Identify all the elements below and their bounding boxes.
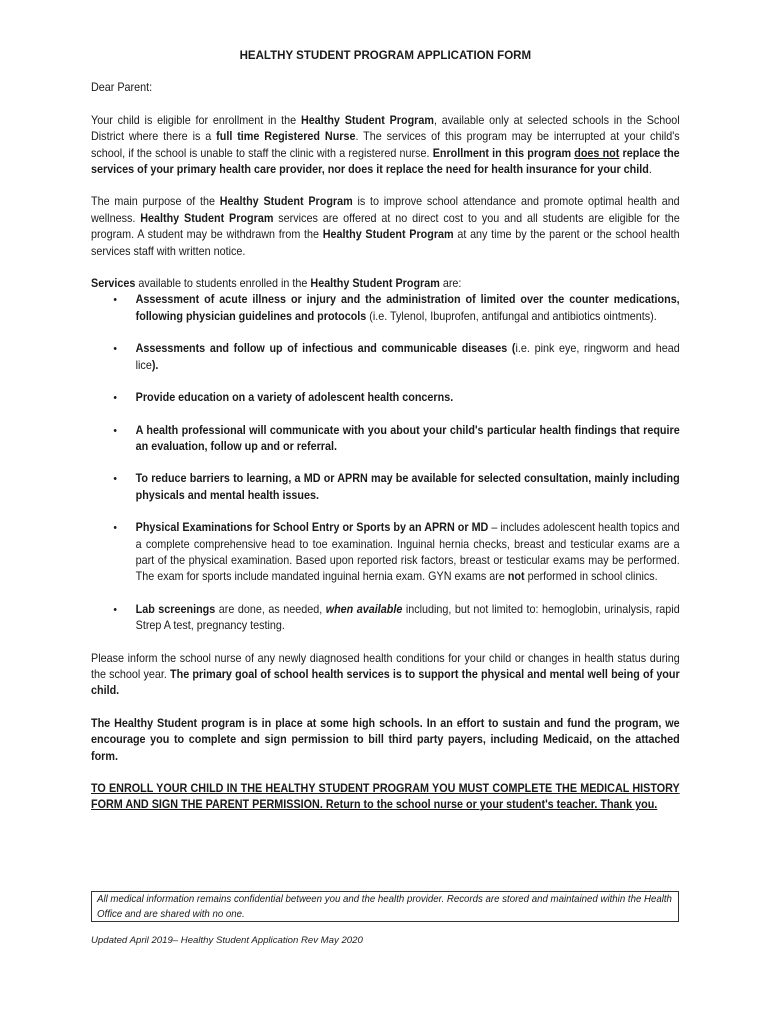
- services-list: [91, 292, 680, 634]
- footer-revision: Updated April 2019– Healthy Student Application Rev May 2020: [91, 935, 363, 946]
- salutation: Dear Parent:: [91, 81, 153, 95]
- service-item: • Assessment of acute illness or injury and the administration of limited over the counter medications, following physician guidelines and protocols (i.e. Tylenol, Ibuprofen, antifungal and antibiotics ointments).: [113, 293, 680, 323]
- bullet-icon: •: [113, 343, 117, 356]
- form-title: HEALTHY STUDENT PROGRAM APPLICATION FORM: [239, 48, 532, 62]
- service-item: • Provide education on a variety of adolescent health concerns.: [91, 390, 680, 406]
- service-item: • Physical Examinations for School Entry or Sports by an APRN or MD – includes adolescent health topics and a complete comprehensive head to toe examination. Inguinal hernia checks, breast and testicular exams are a part of the physical examination. Based upon reported risk factors, breast or testicular exams may be performed. The exam for sports include mandated inguinal hernia exam. GYN exams are not performed in school clinics.: [113, 521, 680, 584]
- paragraph-inform: Please inform the school nurse of any newly diagnosed health conditions for your child or changes in health status during the school year. The primary goal of school health services is to support the physical and mental well being of your child.: [91, 651, 680, 698]
- service-item: • A health professional will communicate with you about your child's particular health findings that require an evaluation, follow up and or referral.: [113, 423, 680, 453]
- paragraph-purpose: The main purpose of the Healthy Student Program is to improve school attendance and promote optimal health and wellness. Healthy Student Program services are offered at no direct cost to you and all students are eligible for the program. A student may be withdrawn from the Healthy Student Program at any time by the parent or the school health services staff with written notice.: [91, 195, 680, 258]
- document-body: [91, 47, 680, 814]
- paragraph-funding: The Healthy Student program is in place at some high schools. In an effort to sustain and fund the program, we encourage you to complete and sign permission to bill third party payers, including Medicaid, on the attached form.: [91, 716, 680, 763]
- bullet-icon: •: [113, 392, 117, 405]
- services-intro: Services available to students enrolled in the Healthy Student Program are:: [91, 277, 462, 291]
- bullet-icon: •: [113, 473, 117, 486]
- bullet-icon: •: [113, 424, 117, 437]
- confidentiality-note: All medical information remains confidential between you and the health provider. Records are stored and maintained within the Health Office and are shared with no one.: [91, 891, 679, 922]
- paragraph-eligibility: Your child is eligible for enrollment in the Healthy Student Program, available only at selected schools in the School District where there is a full time Registered Nurse. The services of this program may be interrupted at your child's school, if the school is unable to staff the clinic with a registered nurse. Enrollment in this program does not replace the services of your primary health care provider, nor does it replace the need for health insurance for your child.: [91, 113, 680, 177]
- enroll-instructions: TO ENROLL YOUR CHILD IN THE HEALTHY STUDENT PROGRAM YOU MUST COMPLETE THE MEDICAL HISTORY FORM AND SIGN THE PARENT PERMISSION. Return to the school nurse or your student's teacher. Thank you.: [91, 782, 680, 812]
- service-item: • To reduce barriers to learning, a MD or APRN may be available for selected consultation, mainly including physicals and mental health issues.: [113, 472, 680, 502]
- bullet-icon: •: [113, 522, 117, 535]
- service-item: • Assessments and follow up of infectious and communicable diseases (i.e. pink eye, ringworm and head lice).: [113, 342, 680, 372]
- service-item: • Lab screenings are done, as needed, when available including, but not limited to: hemoglobin, urinalysis, rapid Strep A test, pregnancy testing.: [113, 602, 680, 633]
- bullet-icon: •: [113, 603, 117, 616]
- bullet-icon: •: [113, 294, 117, 307]
